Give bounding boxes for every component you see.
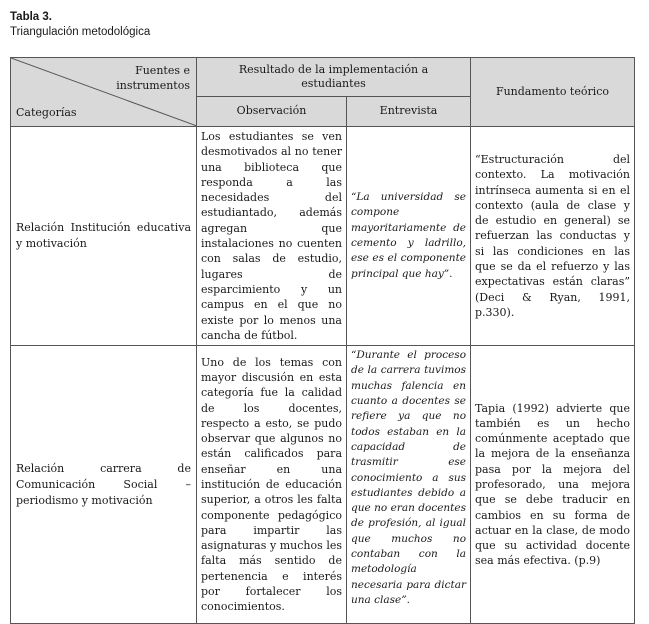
theory-header: Fundamento teórico: [471, 58, 635, 127]
row-theory: “Estructuración del contexto. La motivación intrínseca aumenta si en el contexto (aula de clase y de estudio en general) se refuerzan las conductas y si las condiciones en las que se da el refuerzo y las expectativas están claras” (Deci & Ryan, 1991, p.330).: [471, 127, 635, 346]
row-theory: Tapia (1992) advierte que también es un hecho comúnmente aceptado que la mejora de la enseñanza pasa por la mejora del profesorado, una mejora que se debe traducir en cambios en su forma de actuar en la clase, de modo que su actividad docente sea más efectiva. (p.9): [471, 346, 635, 624]
sources-header: Fuentes e instrumentos: [116, 64, 190, 92]
result-header: Resultado de la implementación a estudiantes: [197, 58, 471, 97]
table-title: Triangulación metodológica: [10, 26, 151, 38]
table-row: [11, 127, 635, 346]
row-observation: Los estudiantes se ven desmotivados al no tener una biblioteca que responda a las necesidades del estudiantado, además agregan que instalaciones no cuenten con salas de estudio, lugares de esparcimiento y un campus en el que no existe por lo menos una cancha de fútbol.: [197, 127, 347, 346]
categories-header: Categorías: [16, 106, 77, 119]
interview-header: Entrevista: [347, 96, 471, 126]
table-row: [11, 346, 635, 624]
observation-header: Observación: [197, 96, 347, 126]
row-interview: “La universidad se compone mayoritariamente de cemento y ladrillo, ese es el componente principal que hay”.: [347, 127, 471, 346]
row-category: Relación carrera de Comunicación Social – periodismo y motivación: [11, 346, 197, 624]
diagonal-header-cell: [11, 58, 197, 127]
row-interview: “Durante el proceso de la carrera tuvimos muchas falencia en cuanto a docentes se refiere ya que no todos estaban en la capacidad de trasmitir ese conocimiento a sus estudiantes debido a que no eran docentes de profesión, al igual que muchos no contaban con la metodología necesaria para dictar una clase”.: [347, 346, 471, 624]
triangulation-table: [10, 57, 635, 624]
table-caption: [10, 10, 150, 40]
row-category: Relación Institución educativa y motivación: [11, 127, 197, 346]
row-observation: Uno de los temas con mayor discusión en esta categoría fue la calidad de los docentes, respecto a esto, se pudo observar que algunos no están calificados para enseñar en una institución de educación superior, a otros les falta componente pedagógico para impartir las asignaturas y muchos les falta más sentido de pertenencia e interés por fortalecer los conocimientos.: [197, 346, 347, 624]
table-number: Tabla 3.: [10, 11, 52, 23]
